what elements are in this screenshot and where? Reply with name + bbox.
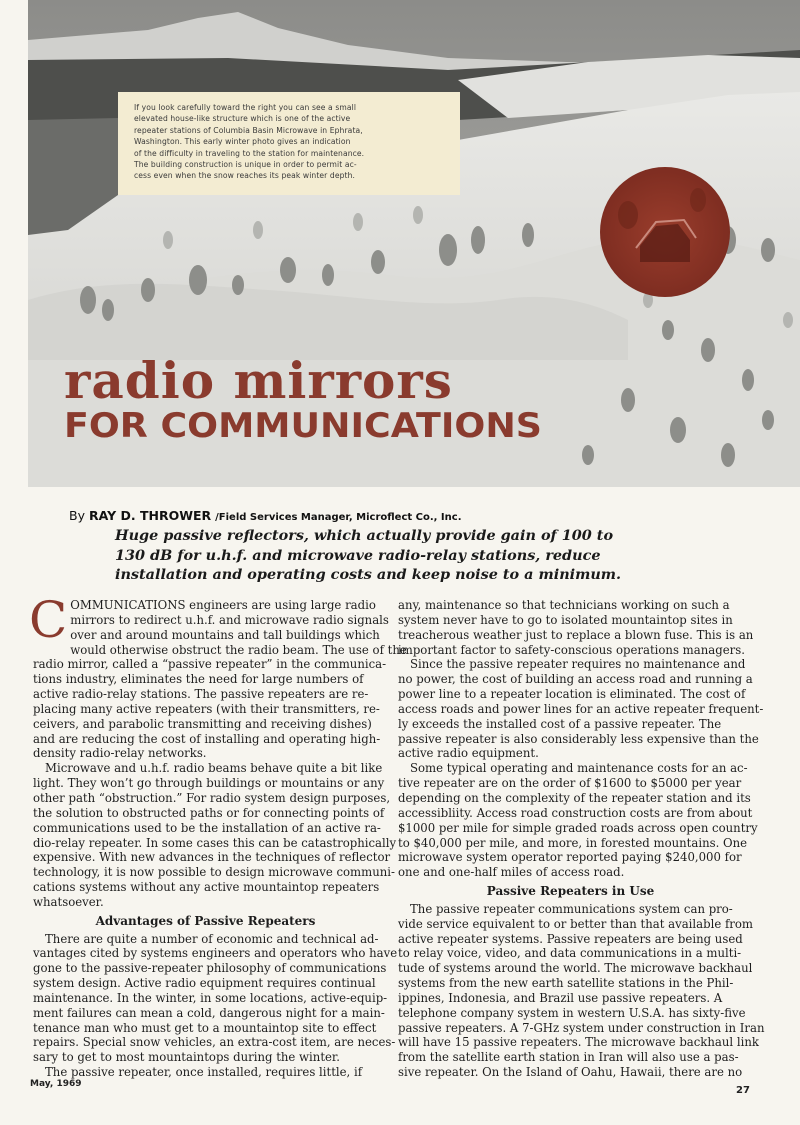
text-line: no power, the cost of building an access road and running a: [398, 672, 753, 687]
text-line: the solution to obstructed paths or for connecting points of: [33, 805, 385, 820]
text-line: accessibliity. Access road construction costs are from about: [398, 805, 753, 820]
caption-line: repeater stations of Columbia Basin Microwave in Ephrata,: [134, 125, 363, 135]
text-line: treacherous weather just to replace a blown fuse. This is an: [398, 627, 754, 642]
article-deck: [115, 526, 622, 585]
body-column-left: [29, 591, 407, 1080]
paragraph-2: [33, 761, 397, 909]
paragraph-1: [29, 591, 407, 761]
text-line: maintenance. In the winter, in some locations, active-equip-: [33, 990, 388, 1005]
text-line: will have 15 passive repeaters. The microwave backhaul link: [398, 1035, 759, 1050]
text-line: microwave system operator reported paying $240,000 for: [398, 850, 742, 865]
article-subtitle: FOR COMMUNICATIONS: [64, 406, 542, 446]
caption-line: If you look carefully toward the right you can see a small: [134, 103, 357, 112]
text-line: Microwave and u.h.f. radio beams behave quite a bit like: [45, 761, 383, 776]
text-line: dio-relay repeater. In some cases this can be catastrophically: [33, 835, 397, 850]
text-line: tive repeater are on the order of $1600 to $5000 per year: [398, 776, 742, 791]
paragraph-5: [398, 598, 754, 657]
text-line: over and around mountains and tall buildings which: [70, 627, 380, 642]
section-heading-advantages: Advantages of Passive Repeaters: [95, 913, 316, 928]
text-line: $1000 per mile for simple graded roads across open country: [398, 820, 758, 835]
text-line: sive repeater. On the Island of Oahu, Hawaii, there are no: [398, 1065, 743, 1080]
text-line: any, maintenance so that technicians working on such a: [398, 598, 730, 612]
caption-line: of the difficulty in traveling to the station for maintenance.: [134, 148, 365, 158]
text-line: telephone company system in western U.S.A. has sixty-five: [398, 1005, 746, 1020]
text-line: to $40,000 per mile, and more, in forested mountains. One: [398, 835, 748, 850]
text-line: density radio-relay networks.: [33, 746, 207, 761]
text-line: active radio equipment.: [398, 746, 539, 761]
article-title: radio mirrors: [64, 351, 453, 410]
text-line: from the satellite earth station in Iran will also use a pas-: [398, 1050, 739, 1065]
text-line: and are reducing the cost of installing and operating high-: [33, 731, 381, 746]
text-line: sary to get to most mountaintops during the winter.: [33, 1050, 340, 1065]
text-line: ippines, Indonesia, and Brazil use passive repeaters. A: [398, 990, 723, 1005]
text-line: important factor to safety-conscious operations managers.: [398, 642, 745, 657]
text-line: tenance man who must get to a mountaintop site to effect: [33, 1020, 377, 1035]
text-line: ly exceeds the installed cost of a passive repeater. The: [398, 716, 722, 731]
text-line: would otherwise obstruct the radio beam. The use of the: [70, 642, 407, 657]
text-line: The passive repeater, once installed, requires little, if: [45, 1065, 363, 1080]
text-line: technology, it is now possible to design microwave communi-: [33, 865, 395, 880]
paragraph-8: [398, 901, 765, 1080]
text-line: to relay voice, video, and data communications in a multi-: [398, 946, 742, 961]
deck-line: installation and operating costs and keep noise to a minimum.: [115, 566, 622, 584]
paragraph-7: [398, 761, 758, 880]
caption-line: cess even when the snow reaches its peak winter depth.: [134, 171, 356, 181]
text-line: system design. Active radio equipment requires continual: [33, 976, 376, 991]
text-line: power line to a repeater location is eliminated. The cost of: [398, 687, 746, 702]
text-line: ment failures can mean a cold, dangerous night for a main-: [33, 1005, 385, 1020]
body-column-right: [398, 598, 765, 1080]
text-line: tions industry, eliminates the need for large numbers of: [33, 672, 364, 687]
text-line: OMMUNICATIONS engineers are using large radio: [70, 598, 376, 612]
text-line: active repeater systems. Passive repeaters are being used: [398, 931, 743, 946]
byline-by: By: [69, 508, 85, 523]
caption-line: elevated house-like structure which is one of the active: [134, 114, 351, 124]
drop-cap: C: [29, 591, 68, 649]
text-line: passive repeater is also considerably less expensive than the: [398, 731, 759, 746]
text-line: system never have to go to isolated mountaintop sites in: [398, 612, 733, 627]
text-line: vide service equivalent to or better than that available from: [398, 916, 754, 931]
page-number: 27: [736, 1085, 750, 1096]
caption-line: Washington. This early winter photo gives an indication: [134, 137, 351, 147]
text-line: whatsoever.: [33, 894, 104, 909]
photo-caption: [118, 92, 460, 195]
text-line: mirrors to redirect u.h.f. and microwave radio signals: [70, 612, 389, 627]
text-line: cations systems without any active mountaintop repeaters: [33, 880, 380, 895]
deck-line: 130 dB for u.h.f. and microwave radio-relay stations, reduce: [115, 546, 601, 564]
author-role: /Field Services Manager, Microflect Co., Inc.: [215, 512, 462, 523]
text-line: gone to the passive-repeater philosophy of communications: [33, 961, 387, 976]
text-line: repairs. Special snow vehicles, an extra-cost item, are neces-: [33, 1035, 396, 1050]
text-line: placing many active repeaters (with their transmitters, re-: [33, 701, 380, 716]
text-line: active radio-relay stations. The passive repeaters are re-: [33, 687, 369, 702]
text-line: one and one-half miles of access road.: [398, 865, 625, 880]
text-line: light. They won’t go through buildings or mountains or any: [33, 776, 385, 791]
text-line: There are quite a number of economic and technical ad-: [45, 931, 379, 946]
text-line: radio mirror, called a “passive repeater” in the communica-: [33, 657, 387, 672]
text-line: depending on the complexity of the repeater station and its: [398, 790, 751, 805]
text-line: access roads and power lines for an active repeater frequent-: [398, 701, 764, 716]
text-line: ceivers, and parabolic transmitting and receiving dishes): [33, 716, 372, 731]
byline: [69, 508, 462, 523]
text-line: communications used to be the installation of an active ra-: [33, 820, 381, 835]
text-line: expensive. With new advances in the techniques of reflector: [33, 850, 391, 865]
text-line: Some typical operating and maintenance costs for an ac-: [410, 761, 748, 776]
text-line: passive repeaters. A 7-GHz system under construction in Iran: [398, 1020, 765, 1035]
text-line: systems from the new earth satellite stations in the Phil-: [398, 976, 734, 991]
paragraph-3: [33, 931, 398, 1066]
text-line: other path “obstruction.” For radio system design purposes,: [33, 790, 391, 805]
author-name: RAY D. THROWER: [88, 508, 212, 523]
paragraph-6: [398, 657, 764, 761]
paragraph-4: [33, 1065, 378, 1080]
text-line: The passive repeater communications system can pro-: [410, 901, 733, 916]
text-line: Since the passive repeater requires no maintenance and: [410, 657, 746, 672]
text-line: tude of systems around the world. The microwave backhaul: [398, 961, 753, 976]
deck-line: Huge passive reflectors, which actually provide gain of 100 to: [115, 527, 614, 544]
issue-date: May, 1969: [30, 1079, 82, 1089]
caption-line: The building construction is unique in order to permit ac-: [134, 160, 357, 170]
text-line: vantages cited by systems engineers and operators who have: [33, 946, 398, 961]
section-heading-in-use: Passive Repeaters in Use: [486, 884, 655, 899]
